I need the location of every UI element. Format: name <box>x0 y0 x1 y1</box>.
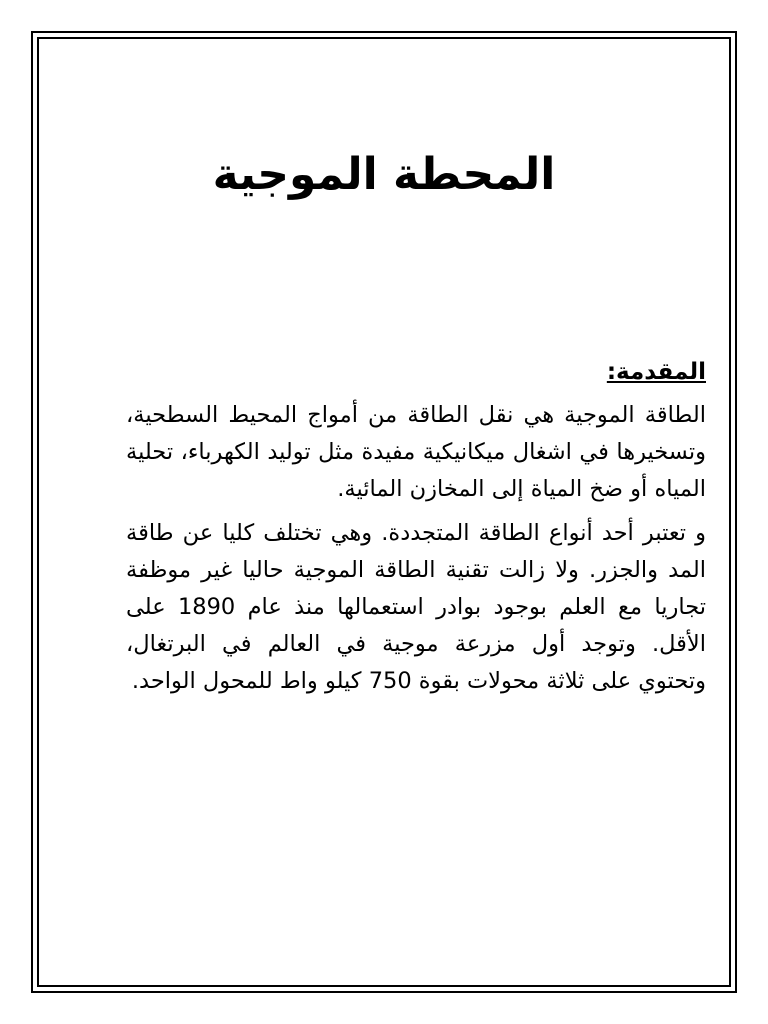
paragraph-intro: الطاقة الموجية هي نقل الطاقة من أمواج المحيط السطحية، وتسخيرها في اشغال ميكانيكية مفيدة مثل توليد الكهرباء، تحلية المياه أو ضخ المياة إلى المخازن المائية. <box>126 402 706 502</box>
page-title: المحطة الموجية <box>212 149 556 200</box>
section-heading: المقدمة: <box>606 359 706 385</box>
document-body <box>126 352 706 707</box>
paragraph-details: و تعتبر أحد أنواع الطاقة المتجددة. وهي تختلف كليا عن طاقة المد والجزر. ولا زالت تقنية الطاقة الموجية حاليا غير موظفة تجاريا مع العلم بوجود بوادر استعمالها منذ عام 1890 على الأقل. وتوجد أول مزرعة موجية في العالم في البرتغال، وتحتوي على ثلاثة محولات بقوة 750 كيلو واط للمحول الواحد. <box>126 520 706 694</box>
